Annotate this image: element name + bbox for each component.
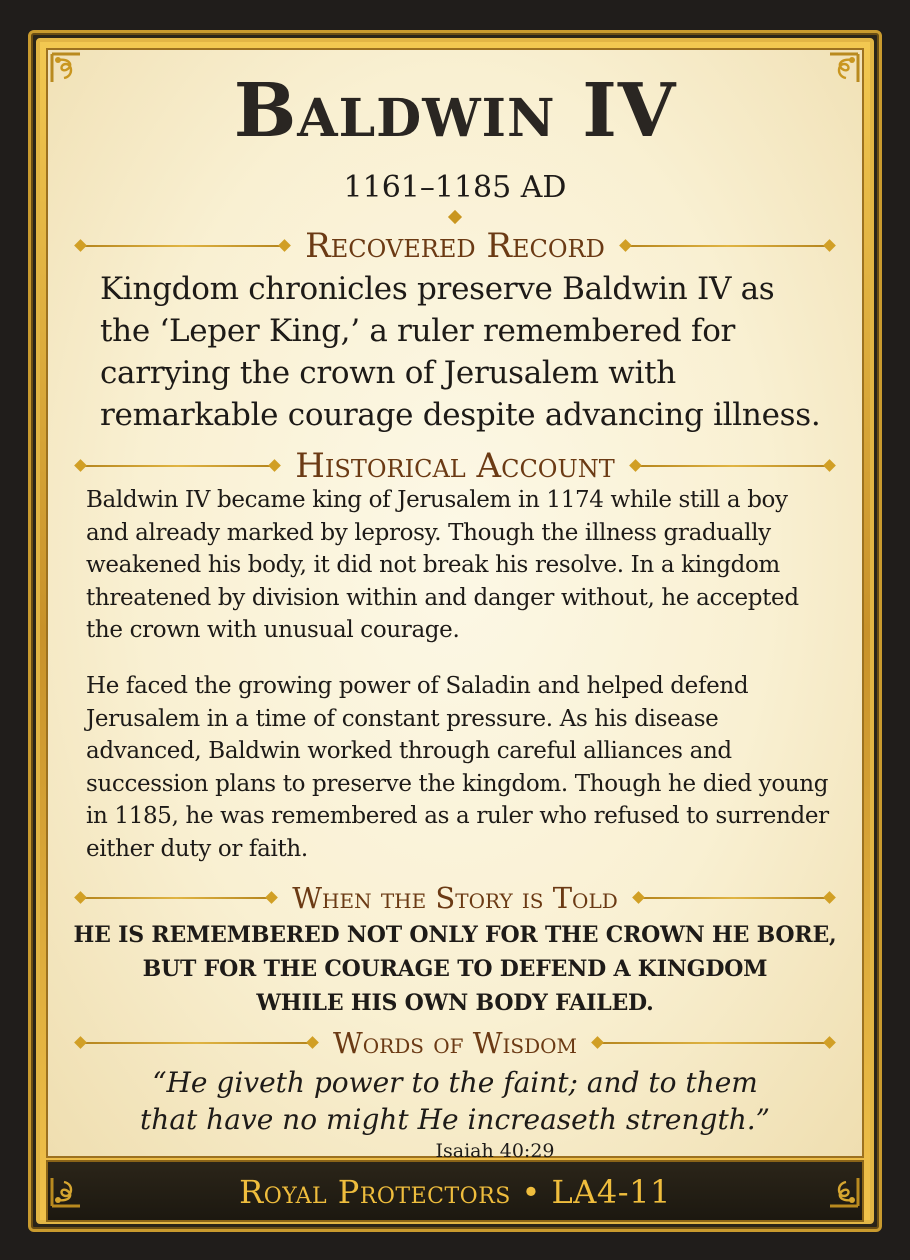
card-footer-label: Royal Protectors • LA4-11 bbox=[239, 1173, 671, 1211]
quote-line: “He giveth power to the faint; and to them bbox=[152, 1066, 758, 1099]
section-heading-label: When the Story is Told bbox=[292, 881, 618, 915]
section-heading-label: Recovered Record bbox=[305, 226, 605, 266]
historical-account-paragraph: Baldwin IV became king of Jerusalem in 1174 while still a boy and already marked by leprosy. Though the illness gradually weakened his body, it did not break his resolve. In a kingdom threatened by division within and danger without, he accepted the crown with unusual courage. bbox=[86, 487, 799, 644]
reign-dates: 1161–1185 AD bbox=[343, 170, 567, 205]
divider-ornament-icon bbox=[632, 891, 836, 905]
card-title: Baldwin IV bbox=[233, 68, 677, 154]
scripture-quote bbox=[60, 1064, 850, 1138]
divider-ornament-icon bbox=[74, 1036, 319, 1050]
recovered-record-text: Kingdom chronicles preserve Baldwin IV as the ‘Leper King,’ a ruler remembered for carrying the crown of Jerusalem with remarkable courage despite advancing illness. bbox=[100, 271, 821, 433]
story-line: WHILE HIS OWN BODY FAILED. bbox=[256, 990, 654, 1016]
divider-ornament-icon bbox=[629, 459, 836, 473]
section-heading-historical-account bbox=[74, 446, 836, 486]
divider-ornament-icon bbox=[74, 459, 281, 473]
divider-ornament-icon bbox=[619, 239, 836, 253]
section-heading-recovered-record bbox=[74, 226, 836, 266]
scripture-reference: Isaiah 40:29 bbox=[435, 1140, 555, 1162]
story-text bbox=[60, 918, 850, 1020]
story-line: HE IS REMEMBERED NOT ONLY FOR THE CROWN HE BORE, bbox=[73, 922, 837, 948]
section-heading-wisdom bbox=[74, 1023, 836, 1063]
divider-ornament-icon bbox=[591, 1036, 836, 1050]
historical-account-paragraph: He faced the growing power of Saladin and helped defend Jerusalem in a time of constant pressure. As his disease advanced, Baldwin worked through careful alliances and succession plans to preserve the kingdom. Though he died young in 1185, he was remembered as a ruler who refused to surrender either duty or faith. bbox=[86, 673, 829, 862]
quote-line: that have no might He increaseth strength.” bbox=[140, 1103, 770, 1136]
story-line: BUT FOR THE COURAGE TO DEFEND A KINGDOM bbox=[142, 956, 768, 982]
section-heading-story bbox=[74, 878, 836, 918]
divider-ornament-icon bbox=[74, 239, 291, 253]
section-heading-label: Words of Wisdom bbox=[332, 1026, 578, 1060]
section-heading-label: Historical Account bbox=[295, 446, 615, 486]
divider-ornament-icon bbox=[74, 891, 278, 905]
